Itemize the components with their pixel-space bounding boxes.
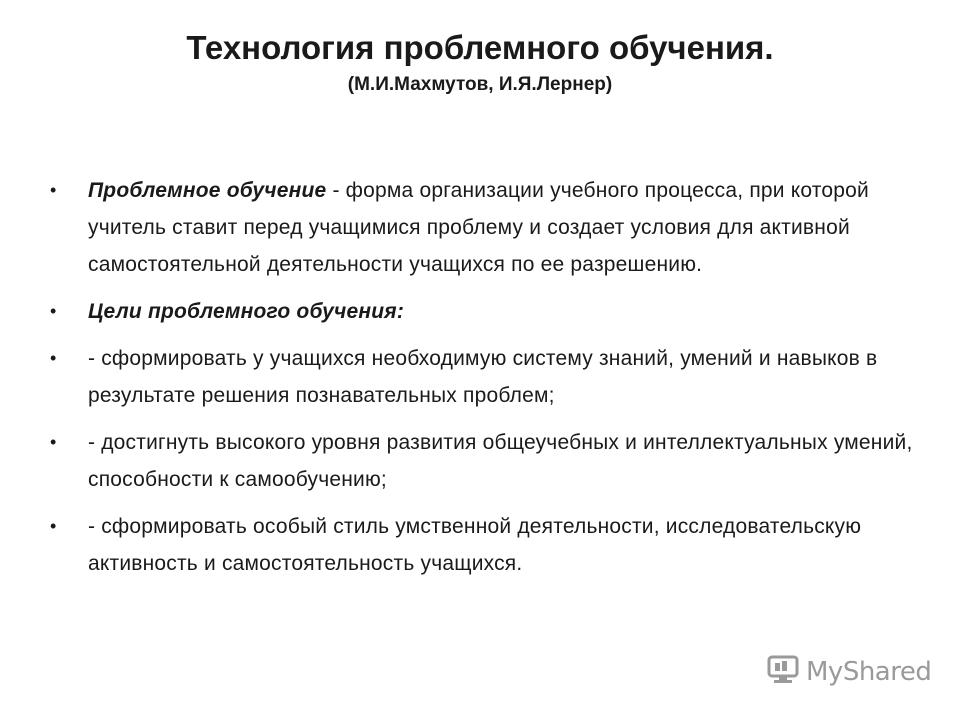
list-item-goal-1: [48, 340, 918, 414]
definition-text: - форма организации учебного процесса, при которой учитель ставит перед учащимися проблему и создает условия для активной самостоятельной деятельности учащихся по ее разрешению.: [88, 179, 869, 276]
list-item-goal-2: [48, 424, 918, 498]
myshared-logo-icon: [766, 654, 806, 691]
goal-3-text: - сформировать особый стиль умственной деятельности, исследовательскую активность и самостоятельность учащихся.: [88, 515, 862, 575]
list-item-goal-3: [48, 508, 918, 582]
bullet-icon: •: [50, 516, 57, 536]
list-item-definition: [48, 172, 918, 283]
goals-heading: Цели проблемного обучения:: [88, 300, 405, 323]
goal-2-text: - достигнуть высокого уровня развития общеучебных и интеллектуальных умений, способности к самообучению;: [88, 431, 913, 491]
definition-term: Проблемное обучение: [88, 179, 327, 202]
bullet-list: [48, 172, 918, 592]
slide-subtitle: (М.И.Махмутов, И.Я.Лернер): [347, 74, 613, 95]
bullet-icon: •: [50, 301, 57, 321]
watermark: [766, 652, 931, 692]
title-block: [0, 26, 960, 100]
bullet-icon: •: [50, 432, 57, 452]
bullet-icon: •: [50, 180, 57, 200]
list-item-goals-heading: [48, 293, 918, 330]
bullet-icon: •: [50, 348, 57, 368]
watermark-text: MyShared: [806, 657, 932, 687]
goal-1-text: - сформировать у учащихся необходимую систему знаний, умений и навыков в результате решения познавательных проблем;: [88, 347, 878, 407]
slide-title: Технология проблемного обучения.: [186, 29, 774, 66]
